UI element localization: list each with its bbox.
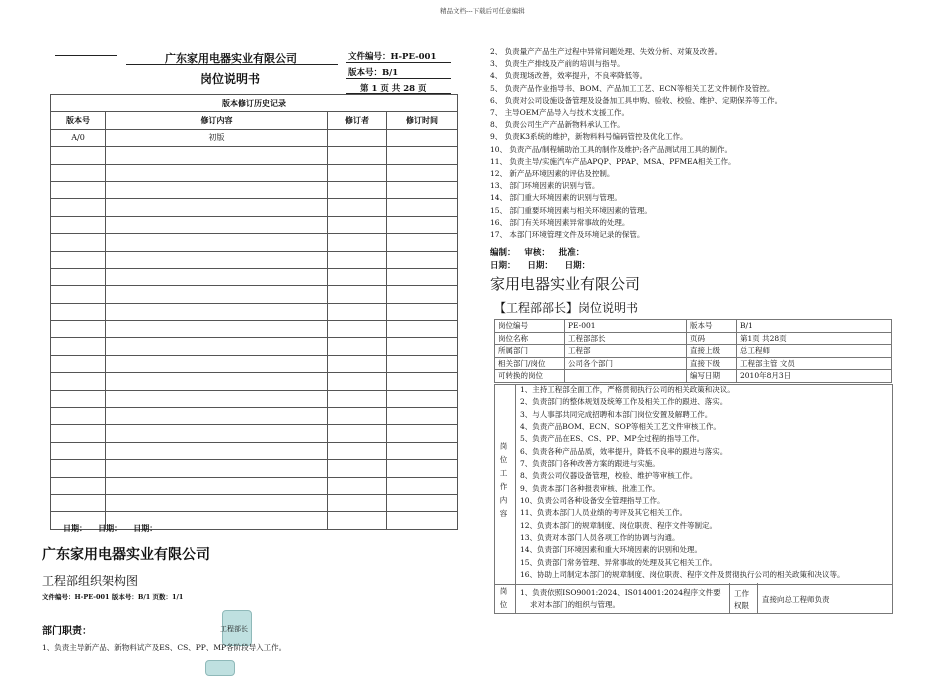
table-cell bbox=[387, 477, 458, 494]
table-cell bbox=[106, 355, 328, 372]
dept-duties-heading: 部门职责： bbox=[42, 626, 92, 637]
table-cell bbox=[328, 147, 387, 164]
table-cell bbox=[387, 251, 458, 268]
table-row bbox=[51, 164, 458, 181]
table-cell bbox=[106, 477, 328, 494]
table-cell bbox=[387, 425, 458, 442]
table-cell bbox=[328, 321, 387, 338]
table-cell bbox=[328, 355, 387, 372]
table-cell: 编写日期 bbox=[687, 370, 737, 383]
table-cell bbox=[387, 303, 458, 320]
list-item: 13、 部门环境因素的识别与管。 bbox=[490, 181, 600, 191]
table-cell: 工程部 bbox=[565, 345, 687, 358]
list-item: 7、 主导OEM产品导入与技术支援工作。 bbox=[490, 108, 629, 118]
table-cell: A/0 bbox=[51, 129, 106, 146]
company-name-2: 广东家用电器实业有限公司 bbox=[42, 547, 210, 563]
duty-item: 8、负责公司仪器设备管理，校验、维护等审核工作。 bbox=[520, 471, 698, 481]
table-cell bbox=[328, 129, 387, 146]
table-cell bbox=[328, 199, 387, 216]
table-cell bbox=[106, 442, 328, 459]
table-cell bbox=[106, 268, 328, 285]
table-cell bbox=[328, 390, 387, 407]
table-row bbox=[51, 355, 458, 372]
duties-divider bbox=[515, 384, 516, 583]
col-header: 修订内容 bbox=[106, 112, 328, 129]
table-cell bbox=[51, 286, 106, 303]
table-cell bbox=[51, 460, 106, 477]
table-cell bbox=[106, 234, 328, 251]
table-cell bbox=[387, 373, 458, 390]
authority-text: 求对本部门的组织与管理。 bbox=[530, 600, 620, 609]
table-cell bbox=[387, 338, 458, 355]
col-header: 修订者 bbox=[328, 112, 387, 129]
date-line: 日期： 日期： 日期： bbox=[63, 523, 158, 533]
table-cell: 岗位名称 bbox=[495, 332, 565, 345]
table-cell: 直接上级 bbox=[687, 345, 737, 358]
job-info-body bbox=[495, 320, 892, 383]
table-cell: 相关部门/岗位 bbox=[495, 357, 565, 370]
table-cell bbox=[106, 425, 328, 442]
table-cell bbox=[387, 147, 458, 164]
table-row bbox=[51, 268, 458, 285]
dept-duty-item: 1、负责主导新产品、新物料试产及ES、CS、PP、MP各阶段导入工作。 bbox=[42, 643, 287, 652]
auth-label: 工作 bbox=[734, 589, 749, 598]
table-cell bbox=[328, 442, 387, 459]
header-rule bbox=[55, 55, 117, 56]
table-cell bbox=[106, 494, 328, 511]
table-cell bbox=[51, 425, 106, 442]
duty-item: 1、主持工程部全面工作，严格贯彻执行公司的相关政策和决议。 bbox=[520, 385, 735, 394]
duties-list bbox=[520, 384, 845, 582]
table-cell bbox=[51, 303, 106, 320]
table-cell bbox=[51, 199, 106, 216]
table-cell bbox=[106, 338, 328, 355]
table-row bbox=[51, 216, 458, 233]
table-row bbox=[495, 332, 892, 345]
table-cell bbox=[51, 268, 106, 285]
table-cell bbox=[387, 321, 458, 338]
table-cell bbox=[328, 494, 387, 511]
table-cell: 第1页 共28页 bbox=[737, 332, 892, 345]
table-cell bbox=[328, 460, 387, 477]
sign-line: 编制： 审核： 批准： bbox=[490, 248, 585, 258]
table-cell bbox=[328, 408, 387, 425]
table-cell bbox=[387, 234, 458, 251]
revision-history-title: 版本修订历史记录 bbox=[51, 95, 458, 112]
table-cell bbox=[51, 373, 106, 390]
table-cell bbox=[387, 390, 458, 407]
list-item: 5、 负责产品作业指导书、BOM、产品加工工艺、ECN等相关工艺文件制作及管控。 bbox=[490, 83, 775, 93]
table-cell bbox=[106, 303, 328, 320]
table-cell bbox=[51, 251, 106, 268]
table-cell bbox=[387, 216, 458, 233]
table-cell bbox=[51, 338, 106, 355]
table-cell bbox=[51, 234, 106, 251]
table-cell bbox=[328, 373, 387, 390]
table-cell bbox=[106, 199, 328, 216]
revision-history-table bbox=[50, 94, 458, 530]
file-number: 文件编号：H-PE-001 bbox=[348, 52, 437, 62]
table-cell bbox=[387, 268, 458, 285]
list-item: 12、 新产品环境因素的评估及控制。 bbox=[490, 169, 615, 179]
table-cell bbox=[106, 390, 328, 407]
table-cell bbox=[51, 390, 106, 407]
table-cell bbox=[328, 338, 387, 355]
col-header: 版本号 bbox=[51, 112, 106, 129]
duty-item: 16、协助上司制定本部门的规章制度、岗位职责、程序文件及贯彻执行公司的相关政策和决议等。 bbox=[520, 570, 845, 580]
table-cell bbox=[51, 355, 106, 372]
list-item: 4、 负责现场改善，效率提升，不良率降低等。 bbox=[490, 71, 648, 81]
table-row bbox=[51, 303, 458, 320]
table-row bbox=[51, 234, 458, 251]
table-cell bbox=[387, 494, 458, 511]
table-row bbox=[495, 370, 892, 383]
table-cell bbox=[106, 147, 328, 164]
duty-item: 9、负责本部门各种报表审核、批准工作。 bbox=[520, 483, 660, 493]
table-cell: 岗位编号 bbox=[495, 320, 565, 333]
table-cell bbox=[387, 181, 458, 198]
list-item: 11、 负责主导/实施汽车产品APQP、PPAP、MSA、PFMEA相关工作。 bbox=[490, 156, 736, 166]
top-note: 精品文档---下载后可任意编辑 bbox=[440, 7, 525, 15]
col-header: 修订时间 bbox=[387, 112, 458, 129]
table-row bbox=[51, 251, 458, 268]
duty-item: 2、负责部门的整体规划及统筹工作及相关工作的跟进、落实。 bbox=[520, 397, 728, 407]
table-row bbox=[51, 147, 458, 164]
table-row bbox=[495, 357, 892, 370]
table-cell bbox=[387, 408, 458, 425]
table-cell bbox=[328, 234, 387, 251]
table-cell bbox=[106, 164, 328, 181]
list-item: 9、 负责K3系统的维护，新物料料号编码管控及优化工作。 bbox=[490, 132, 688, 142]
table-cell bbox=[328, 286, 387, 303]
table-cell: 公司各个部门 bbox=[565, 357, 687, 370]
table-cell bbox=[106, 373, 328, 390]
table-cell bbox=[328, 512, 387, 529]
revision-history-body bbox=[51, 129, 458, 529]
table-row bbox=[51, 373, 458, 390]
table-row bbox=[51, 338, 458, 355]
duty-item: 5、负责产品在ES、CS、PP、MP全过程的指导工作。 bbox=[520, 434, 705, 444]
duty-item: 3、与人事部共同完成招聘和本部门岗位安置及解聘工作。 bbox=[520, 409, 713, 419]
authority-divider bbox=[729, 583, 730, 614]
table-cell bbox=[106, 408, 328, 425]
table-cell bbox=[387, 199, 458, 216]
table-cell bbox=[51, 408, 106, 425]
table-row bbox=[51, 442, 458, 459]
table-cell bbox=[387, 129, 458, 146]
company-name: 广东家用电器实业有限公司 bbox=[165, 52, 297, 65]
table-cell: 所属部门 bbox=[495, 345, 565, 358]
authority-text: 1、负责依照ISO9001:2024、IS014001:2024程序文件要 bbox=[520, 588, 721, 597]
list-item: 17、 本部门环境管理文件及环境记录的保管。 bbox=[490, 230, 645, 240]
table-cell: 2010年8月3日 bbox=[737, 370, 892, 383]
table-cell bbox=[328, 268, 387, 285]
list-item: 6、 负责对公司设施设备管理及设备加工具申购、验收、校验、维护、定期保养等工作。 bbox=[490, 95, 783, 105]
page-number: 第 1 页 共 28 页 bbox=[360, 84, 427, 94]
table-cell bbox=[51, 181, 106, 198]
header-rule bbox=[346, 78, 451, 79]
table-row bbox=[51, 477, 458, 494]
table-row bbox=[51, 425, 458, 442]
table-cell: 可转换的岗位 bbox=[495, 370, 565, 383]
list-item: 10、 负责产品/制程辅助治工具的制作及维护;各产品测试用工具的制作。 bbox=[490, 144, 732, 154]
duty-item: 14、负责部门环境因素和重大环境因素的识别和处理。 bbox=[520, 545, 703, 555]
table-cell bbox=[106, 251, 328, 268]
table-cell bbox=[106, 181, 328, 198]
table-row bbox=[51, 199, 458, 216]
table-cell: 总工程师 bbox=[737, 345, 892, 358]
auth-text: 直接向总工程师负责 bbox=[762, 595, 830, 604]
table-cell bbox=[387, 512, 458, 529]
auth-label: 权限 bbox=[734, 601, 749, 610]
table-cell bbox=[328, 303, 387, 320]
list-item: 2、 负责量产产品生产过程中异常问题处理、失效分析、对策及改善。 bbox=[490, 47, 723, 56]
doc-title: 岗位说明书 bbox=[200, 72, 261, 86]
table-row bbox=[51, 408, 458, 425]
job-info-table bbox=[494, 319, 892, 383]
table-cell bbox=[387, 164, 458, 181]
table-cell bbox=[328, 477, 387, 494]
table-cell bbox=[51, 147, 106, 164]
duty-item: 4、负责产品BOM、ECN、SOP等相关工艺文件审核工作。 bbox=[520, 422, 721, 432]
table-cell bbox=[51, 164, 106, 181]
table-cell bbox=[106, 460, 328, 477]
table-cell bbox=[387, 286, 458, 303]
table-row bbox=[51, 181, 458, 198]
authority-label: 岗位 bbox=[499, 587, 508, 614]
authority-divider bbox=[757, 583, 758, 614]
table-cell bbox=[328, 181, 387, 198]
authority-divider bbox=[515, 583, 516, 614]
table-row bbox=[51, 129, 458, 146]
list-item: 16、 部门有关环境因素异常事故的处理。 bbox=[490, 217, 630, 227]
table-cell: 初版 bbox=[106, 129, 328, 146]
table-cell bbox=[328, 164, 387, 181]
table-row bbox=[51, 321, 458, 338]
table-cell bbox=[51, 216, 106, 233]
duty-item: 12、负责本部门的规章制度、岗位职责、程序文件等制定。 bbox=[520, 520, 718, 530]
table-cell bbox=[328, 251, 387, 268]
list-item: 14、 部门重大环境因素的识别与管理。 bbox=[490, 193, 622, 203]
table-row bbox=[51, 494, 458, 511]
table-cell bbox=[106, 321, 328, 338]
duty-item: 7、负责部门各种改善方案的跟进与实施。 bbox=[520, 459, 660, 469]
table-cell bbox=[565, 370, 687, 383]
table-cell bbox=[51, 494, 106, 511]
table-cell bbox=[51, 442, 106, 459]
list-item: 8、 负责公司生产产品新物料承认工作。 bbox=[490, 120, 625, 130]
table-cell bbox=[328, 425, 387, 442]
table-cell: PE-001 bbox=[565, 320, 687, 333]
responsibility-list bbox=[490, 46, 782, 241]
table-cell bbox=[51, 321, 106, 338]
table-cell: 版本号 bbox=[687, 320, 737, 333]
header-rule bbox=[346, 62, 451, 63]
company-name-3: 家用电器实业有限公司 bbox=[490, 275, 641, 293]
table-cell bbox=[51, 477, 106, 494]
table-cell: 工程部部长 bbox=[565, 332, 687, 345]
org-meta: 文件编号：H-PE-001 版本号：B/1 页数：1/1 bbox=[42, 593, 184, 601]
table-cell bbox=[387, 442, 458, 459]
table-cell: B/1 bbox=[737, 320, 892, 333]
table-cell: 工程部主管 文员 bbox=[737, 357, 892, 370]
table-cell: 页码 bbox=[687, 332, 737, 345]
duty-item: 13、负责对本部门人员各项工作的协调与沟通。 bbox=[520, 533, 680, 543]
list-item: 15、 部门重要环境因素与相关环境因素的管理。 bbox=[490, 205, 652, 215]
table-row bbox=[495, 320, 892, 333]
date-line: 日期： 日期： 日期： bbox=[490, 261, 591, 271]
org-box-label: 工程部长 bbox=[220, 625, 248, 633]
duty-item: 15、负责部门常务管理、异常事故的处理及其它相关工作。 bbox=[520, 557, 718, 567]
table-cell bbox=[328, 216, 387, 233]
duty-item: 11、负责本部门人员业绩的考评及其它相关工作。 bbox=[520, 508, 688, 518]
job-title: 【工程部部长】岗位说明书 bbox=[494, 301, 639, 315]
version-number: 版本号：B/1 bbox=[348, 68, 399, 78]
org-chart-title: 工程部组织架构图 bbox=[42, 574, 139, 588]
table-row bbox=[51, 286, 458, 303]
table-row bbox=[51, 460, 458, 477]
duties-label: 岗位工作内容 bbox=[499, 442, 508, 523]
table-row bbox=[495, 345, 892, 358]
table-cell bbox=[106, 286, 328, 303]
table-cell bbox=[387, 460, 458, 477]
duty-item: 10、负责公司各种设备安全管理指导工作。 bbox=[520, 496, 665, 506]
org-box-sub bbox=[205, 660, 235, 676]
table-cell bbox=[387, 355, 458, 372]
duty-item: 6、负责各种产品品质，效率提升，降低不良率的跟进与落实。 bbox=[520, 446, 728, 456]
table-cell bbox=[106, 216, 328, 233]
table-cell: 直接下级 bbox=[687, 357, 737, 370]
list-item: 3、 负责生产排线及产前的培训与指导。 bbox=[490, 59, 625, 69]
table-row bbox=[51, 390, 458, 407]
